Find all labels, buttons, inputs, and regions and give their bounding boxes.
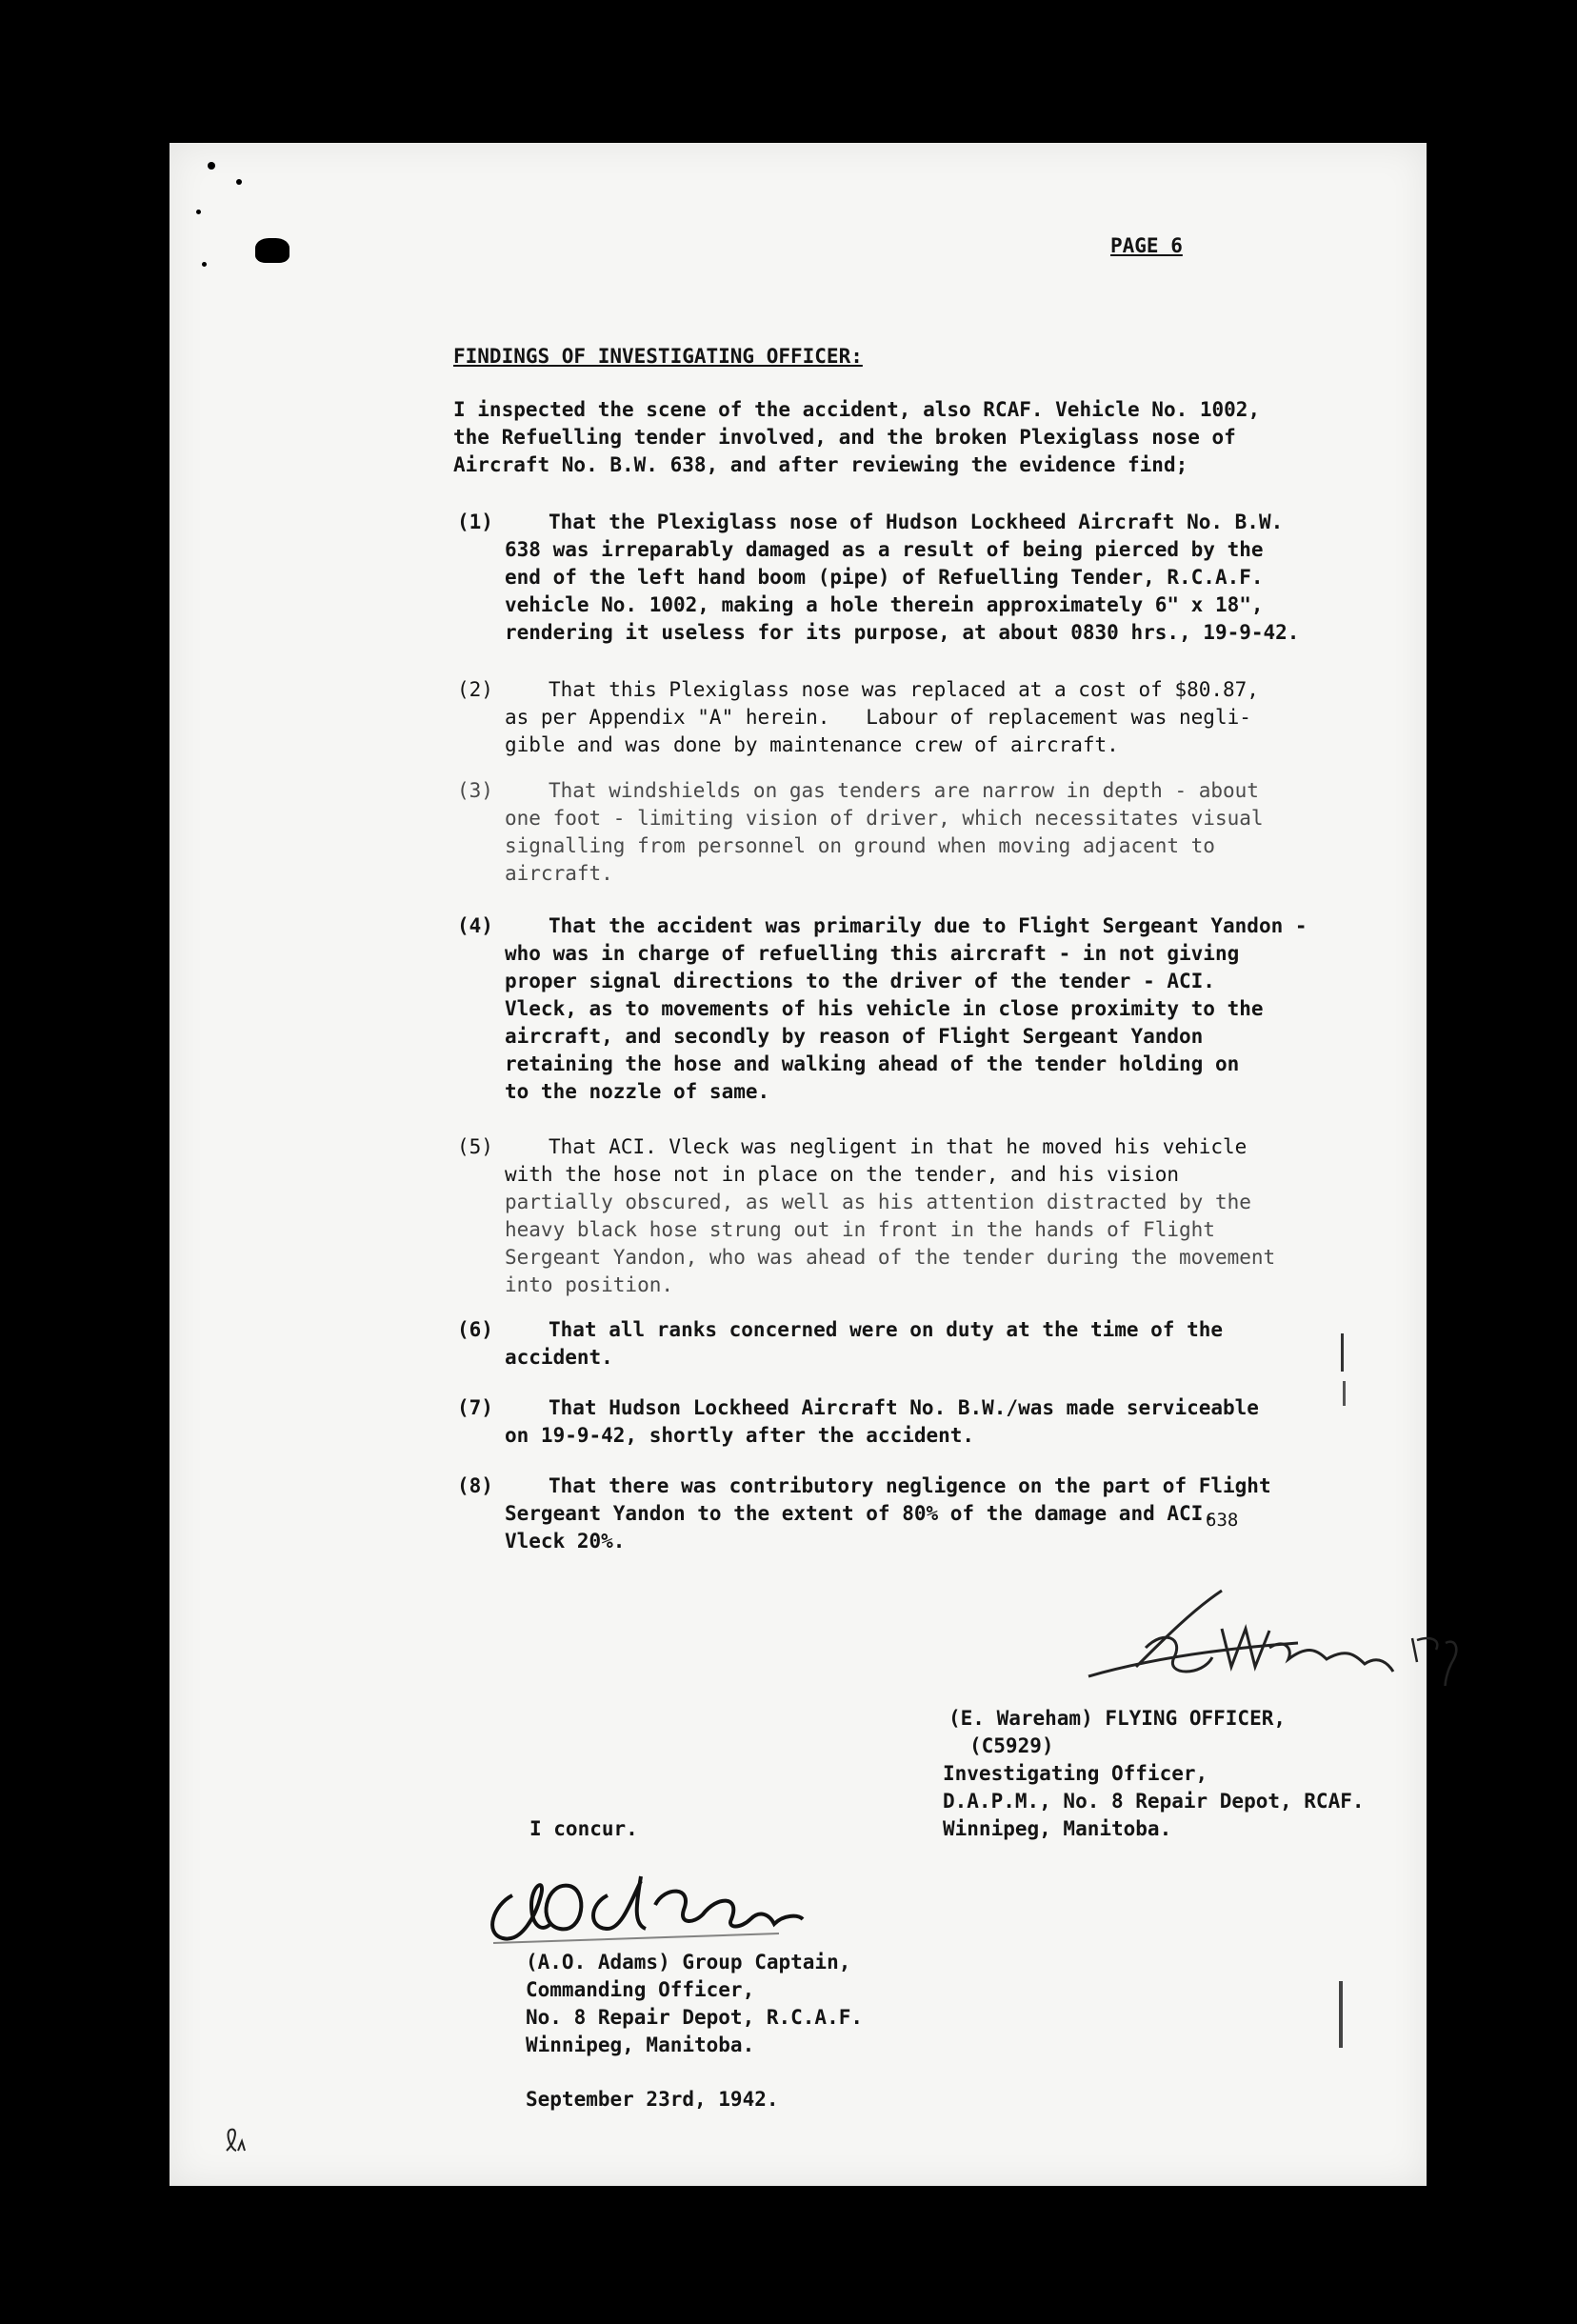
initials-mark: [219, 2122, 257, 2160]
finding-line: That there was contributory negligence on the part of Flight: [549, 1474, 1271, 1497]
finding-number: (1): [457, 511, 493, 533]
finding-line: who was in charge of refuelling this aircraft - in not giving: [505, 942, 1240, 965]
finding-line: proper signal directions to the driver of the tender - ACI.: [505, 970, 1215, 992]
finding-line: Sergeant Yandon to the extent of 80% of the damage and ACI.: [505, 1502, 1215, 1525]
finding-number: (5): [457, 1135, 493, 1158]
finding-line: retaining the hose and walking ahead of the tender holding on: [505, 1052, 1240, 1075]
finding-line: That all ranks concerned were on duty at the time of the: [549, 1318, 1224, 1341]
finding-line: That the accident was primarily due to Flight Sergeant Yandon -: [549, 914, 1308, 937]
finding-line: into position.: [505, 1273, 674, 1296]
corner-mark: [202, 262, 207, 267]
corner-mark: [236, 179, 242, 185]
finding-line: as per Appendix "A" herein. Labour of replacement was negli-: [505, 706, 1251, 729]
investigator-line: Winnipeg, Manitoba.: [943, 1817, 1172, 1840]
inserted-aircraft-number: 638: [1206, 1510, 1239, 1531]
investigator-line: (C5929): [969, 1734, 1054, 1757]
intro-line: the Refuelling tender involved, and the broken Plexiglass nose of: [453, 426, 1236, 449]
document-page: [170, 143, 1427, 2186]
finding-number: (8): [457, 1474, 493, 1497]
finding-number: (3): [457, 779, 493, 802]
commander-line: Winnipeg, Manitoba.: [526, 2034, 755, 2056]
finding-number: (4): [457, 914, 493, 937]
finding-line: Vleck, as to movements of his vehicle in close proximity to the: [505, 997, 1264, 1020]
finding-line: aircraft, and secondly by reason of Flight Sergeant Yandon: [505, 1025, 1204, 1048]
intro-line: Aircraft No. B.W. 638, and after reviewing the evidence find;: [453, 453, 1188, 476]
page-number: PAGE 6: [1110, 234, 1183, 257]
finding-line: gible and was done by maintenance crew of aircraft.: [505, 733, 1119, 756]
finding-line: heavy black hose strung out in front in the hands of Flight: [505, 1218, 1215, 1241]
corner-mark: [196, 210, 201, 214]
commander-line: Commanding Officer,: [526, 1978, 755, 2001]
commander-signature: [474, 1848, 874, 1953]
margin-mark: [1343, 1381, 1346, 1406]
finding-number: (6): [457, 1318, 493, 1341]
finding-line: That ACI. Vleck was negligent in that he moved his vehicle: [549, 1135, 1248, 1158]
finding-line: vehicle No. 1002, making a hole therein approximately 6" x 18",: [505, 593, 1264, 616]
finding-line: Sergeant Yandon, who was ahead of the tender during the movement: [505, 1246, 1276, 1269]
finding-line: That Hudson Lockheed Aircraft No. B.W./was made serviceable: [549, 1396, 1259, 1419]
corner-mark: [255, 238, 289, 263]
finding-line: 638 was irreparably damaged as a result of being pierced by the: [505, 538, 1264, 561]
finding-line: on 19-9-42, shortly after the accident.: [505, 1424, 975, 1447]
investigator-line: (E. Wareham) FLYING OFFICER,: [948, 1707, 1287, 1730]
finding-line: Vleck 20%.: [505, 1530, 626, 1553]
finding-line: That the Plexiglass nose of Hudson Lockheed Aircraft No. B.W.: [549, 511, 1284, 533]
finding-number: (7): [457, 1396, 493, 1419]
margin-mark: [1341, 1333, 1344, 1372]
section-heading: FINDINGS OF INVESTIGATING OFFICER:: [453, 345, 863, 368]
finding-number: (2): [457, 678, 493, 701]
commander-line: (A.O. Adams) Group Captain,: [526, 1951, 851, 1973]
intro-line: I inspected the scene of the accident, also RCAF. Vehicle No. 1002,: [453, 398, 1261, 421]
margin-mark: [1339, 1981, 1343, 2048]
investigator-line: D.A.P.M., No. 8 Repair Depot, RCAF.: [943, 1790, 1365, 1813]
corner-mark: [208, 162, 215, 170]
finding-line: with the hose not in place on the tender, and his vision: [505, 1163, 1180, 1186]
concur-statement: I concur.: [529, 1817, 638, 1840]
finding-line: signalling from personnel on ground when moving adjacent to: [505, 834, 1215, 857]
finding-line: rendering it useless for its purpose, at about 0830 hrs., 19-9-42.: [505, 621, 1300, 644]
document-date: September 23rd, 1942.: [526, 2088, 779, 2111]
finding-line: aircraft.: [505, 862, 613, 885]
finding-line: end of the left hand boom (pipe) of Refuelling Tender, R.C.A.F.: [505, 566, 1264, 589]
investigator-line: Investigating Officer,: [943, 1762, 1208, 1785]
finding-line: That windshields on gas tenders are narrow in depth - about: [549, 779, 1259, 802]
finding-line: to the nozzle of same.: [505, 1080, 770, 1103]
finding-line: partially obscured, as well as his attention distracted by the: [505, 1191, 1251, 1213]
investigator-signature: [1079, 1572, 1488, 1686]
finding-line: That this Plexiglass nose was replaced at a cost of $80.87,: [549, 678, 1259, 701]
commander-line: No. 8 Repair Depot, R.C.A.F.: [526, 2006, 864, 2029]
finding-line: accident.: [505, 1346, 613, 1369]
finding-line: one foot - limiting vision of driver, which necessitates visual: [505, 807, 1264, 830]
